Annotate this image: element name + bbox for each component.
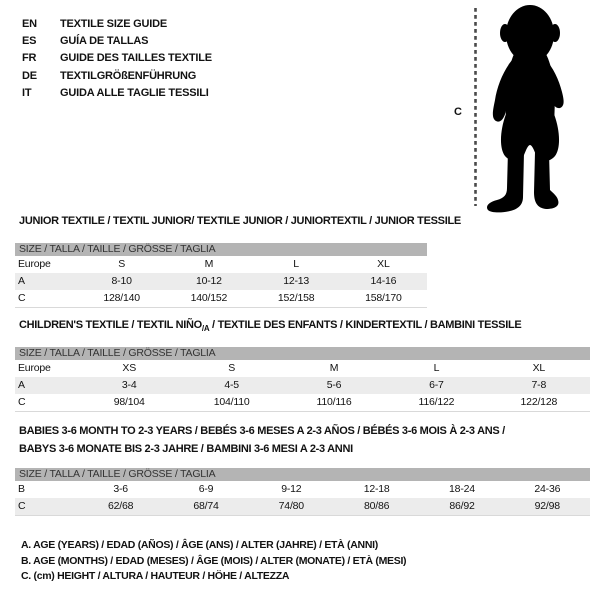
size-cell: S <box>228 362 236 374</box>
junior-size-table <box>15 243 427 308</box>
height-cell: 158/170 <box>365 292 402 304</box>
age-cell: 6-7 <box>429 379 444 391</box>
language-title-list <box>22 15 212 101</box>
babies-table-rows <box>15 481 590 516</box>
size-header-bar: SIZE / TALLA / TAILLE / GRÖSSE / TAGLIA <box>15 347 590 360</box>
age-months-cell: 3-6 <box>113 483 128 495</box>
height-measure-label: C <box>454 106 462 118</box>
language-code: DE <box>22 69 37 82</box>
height-cell: 80/86 <box>364 500 390 512</box>
age-cell: 14-16 <box>370 275 397 287</box>
legend-line-c: C. (cm) HEIGHT / ALTURA / HAUTEUR / HÖHE / ALTEZZA <box>21 570 290 583</box>
size-cell: L <box>293 258 299 270</box>
language-title: GUIDE DES TAILLES TEXTILE <box>60 52 212 65</box>
table-row <box>15 481 590 498</box>
row-label: Europe <box>18 362 51 374</box>
children-section-heading <box>19 319 521 331</box>
size-cell: XL <box>377 258 390 270</box>
height-cell: 86/92 <box>449 500 475 512</box>
age-cell: 5-6 <box>326 379 342 391</box>
table-row <box>15 498 590 515</box>
size-cell: XS <box>122 362 136 374</box>
height-cell: 140/152 <box>190 292 228 304</box>
row-label: C <box>18 396 26 408</box>
language-title: GUÍA DE TALLAS <box>60 34 149 47</box>
size-cell: S <box>118 258 126 270</box>
height-cell: 92/98 <box>534 500 560 512</box>
age-months-cell: 6-9 <box>198 483 214 495</box>
measure-legend <box>21 538 406 585</box>
age-months-cell: 12-18 <box>363 483 390 495</box>
children-table-rows <box>15 360 590 412</box>
age-months-cell: 9-12 <box>281 483 302 495</box>
language-code: EN <box>22 17 37 30</box>
row-label: C <box>18 500 26 512</box>
size-cell: M <box>204 258 214 270</box>
language-row-en <box>22 15 212 32</box>
height-cell: 122/128 <box>520 396 558 408</box>
height-cell: 74/80 <box>278 500 304 512</box>
language-code: IT <box>22 86 32 99</box>
height-cell: 128/140 <box>103 292 140 304</box>
age-cell: 7-8 <box>531 379 547 391</box>
legend-line-a: A. AGE (YEARS) / EDAD (AÑOS) / ÂGE (ANS) / ALTER (JAHRE) / ETÀ (ANNI) <box>21 539 378 551</box>
legend-line-b: B. AGE (MONTHS) / EDAD (MESES) / ÂGE (MOIS) / ALTER (MONATE) / ETÀ (MESI) <box>21 554 407 567</box>
size-cell: L <box>433 362 440 374</box>
age-months-cell: 24-36 <box>534 483 561 495</box>
junior-table-rows <box>15 256 427 308</box>
table-row <box>15 256 427 273</box>
language-title: TEXTILE SIZE GUIDE <box>60 17 168 30</box>
height-cell: 68/74 <box>193 500 219 512</box>
height-cell: 152/158 <box>277 292 315 304</box>
babies-section-heading <box>19 423 505 458</box>
table-row <box>15 290 427 307</box>
age-cell: 4-5 <box>224 379 239 391</box>
height-cell: 104/110 <box>213 396 250 408</box>
row-label: A <box>18 275 25 287</box>
row-label: B <box>18 483 25 495</box>
table-row <box>15 360 590 377</box>
baby-silhouette-graphic <box>440 0 600 215</box>
language-title: GUIDA ALLE TAGLIE TESSILI <box>60 86 209 99</box>
age-cell: 12-13 <box>283 275 310 287</box>
table-row <box>15 377 590 394</box>
junior-section-heading: JUNIOR TEXTILE / TEXTIL JUNIOR/ TEXTILE JUNIOR / JUNIORTEXTIL / JUNIOR TESSILE <box>19 215 461 227</box>
height-cell: 98/104 <box>113 396 145 408</box>
language-row-de <box>22 67 212 84</box>
row-label: Europe <box>18 258 51 270</box>
children-heading-post: / TEXTILE DES ENFANTS / KINDERTEXTIL / BAMBINI TESSILE <box>209 319 522 331</box>
age-cell: 8-10 <box>111 275 132 287</box>
age-months-cell: 18-24 <box>449 483 475 495</box>
baby-silhouette <box>487 5 564 212</box>
babies-heading-line2: BABYS 3-6 MONATE BIS 2-3 JAHRE / BAMBINI 3-6 MESI A 2-3 ANNI <box>19 442 353 455</box>
height-cell: 116/122 <box>418 396 455 408</box>
age-cell: 10-12 <box>195 275 222 287</box>
height-cell: 110/116 <box>316 396 352 408</box>
size-cell: M <box>329 362 339 374</box>
children-heading-pre: CHILDREN'S TEXTILE / TEXTIL NIÑO <box>19 319 202 331</box>
row-label: C <box>18 292 26 304</box>
height-cell: 62/68 <box>108 500 134 512</box>
language-code: FR <box>22 52 37 65</box>
size-cell: XL <box>532 362 546 374</box>
children-size-table <box>15 347 590 412</box>
language-row-fr <box>22 50 212 67</box>
language-code: ES <box>22 34 37 47</box>
table-row <box>15 394 590 411</box>
size-header-bar: SIZE / TALLA / TAILLE / GRÖSSE / TAGLIA <box>15 468 590 481</box>
children-heading-subscript: /A <box>201 323 210 333</box>
language-title: TEXTILGRÖßENFÜHRUNG <box>60 69 197 82</box>
age-cell: 3-4 <box>121 379 137 391</box>
babies-size-table <box>15 468 590 516</box>
size-header-bar: SIZE / TALLA / TAILLE / GRÖSSE / TAGLIA <box>15 243 427 256</box>
language-row-it <box>22 84 212 101</box>
language-row-es <box>22 32 212 49</box>
babies-heading-line1: BABIES 3-6 MONTH TO 2-3 YEARS / BEBÉS 3-6 MESES A 2-3 AÑOS / BÉBÉS 3-6 MOIS À 2-3 ANS / <box>19 425 505 437</box>
row-label: A <box>18 379 25 391</box>
table-row <box>15 273 427 290</box>
